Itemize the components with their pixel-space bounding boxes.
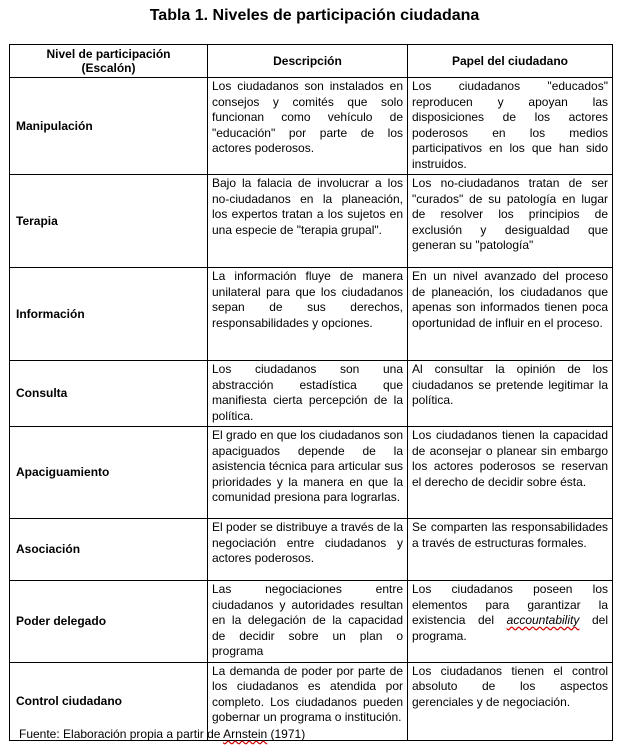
role-cell: Se comparten las responsabilidades a través de estructuras formales.: [408, 519, 613, 581]
table-row: [10, 268, 613, 361]
role-cell: En un nivel avanzado del proceso de planeación, los ciudadanos que apenas son informados tienen poca oportunidad de influir en el proceso.: [408, 268, 613, 361]
header-citizen-role: Papel del ciudadano: [408, 45, 613, 78]
table-row: [10, 78, 613, 175]
participation-table: [9, 44, 613, 741]
description-cell: El poder se distribuye a través de la negociación entre ciudadanos y actores poderosos.: [208, 519, 408, 581]
accountability-term: accountability: [506, 613, 580, 627]
table-row: [10, 519, 613, 581]
role-cell: [408, 581, 613, 663]
description-cell: El grado en que los ciudadanos son apaciguados depende de la asistencia técnica para articular sus prioridades y la manera en que la comunidad presiona para lograrlas.: [208, 427, 408, 519]
role-cell: Los ciudadanos tienen la capacidad de aconsejar o planear sin embargo los actores poderosos se reservan el derecho de decidir sobre ésta.: [408, 427, 613, 519]
level-cell: Control ciudadano: [10, 662, 208, 740]
role-text-before: Los ciudadanos poseen los elementos para garantizar la existencia del: [412, 582, 608, 627]
header-row: [10, 45, 613, 78]
level-cell: Apaciguamiento: [10, 427, 208, 519]
header-level-line2: (Escalón): [81, 61, 136, 75]
role-cell: Los ciudadanos tienen el control absoluto de los aspectos gerenciales y de negociación.: [408, 662, 613, 740]
source-year: (1971): [267, 727, 306, 741]
table-title: Tabla 1. Niveles de participación ciudadana: [149, 7, 480, 24]
level-cell: Información: [10, 268, 208, 361]
level-cell: Manipulación: [10, 78, 208, 175]
header-level: [10, 45, 208, 78]
role-cell: Los no-ciudadanos tratan de ser "curados" de su patología en lugar de resolver los principios de exclusión y desigualdad que generan su "patología": [408, 175, 613, 268]
description-cell: Bajo la falacia de involucrar a los no-ciudadanos en la planeación, los expertos tratan a los sujetos en una especie de "terapia grupal".: [208, 175, 408, 268]
level-cell: Asociación: [10, 519, 208, 581]
description-cell: La demanda de poder por parte de los ciudadanos es atendida por completo. Los ciudadanos pueden gobernar un programa o institución.: [208, 662, 408, 740]
table-row: [10, 581, 613, 663]
source-note: [19, 727, 305, 741]
header-description: Descripción: [208, 45, 408, 78]
description-cell: Las negociaciones entre ciudadanos y autoridades resultan en la delegación de la capacidad de decidir sobre un plan o programa: [208, 581, 408, 663]
table-row: [10, 175, 613, 268]
description-cell: Los ciudadanos son una abstracción estadística que manifiesta cierta percepción de la política.: [208, 361, 408, 427]
level-cell: Poder delegado: [10, 581, 208, 663]
description-cell: Los ciudadanos son instalados en consejos y comités que solo funcionan como vehículo de "educación" por parte de los actores poderosos.: [208, 78, 408, 175]
source-author: Arnstein: [223, 727, 268, 741]
role-cell: Los ciudadanos "educados" reproducen y apoyan las disposiciones de los actores poderosos en los medios participativos en los que han sido instruidos.: [408, 78, 613, 175]
level-cell: Terapia: [10, 175, 208, 268]
role-cell: Al consultar la opinión de los ciudadanos se pretende legitimar la política.: [408, 361, 613, 427]
role-text-after: del programa.: [412, 613, 608, 643]
source-prefix: Fuente: Elaboración propia a partir de: [19, 727, 224, 741]
table-row: [10, 427, 613, 519]
level-cell: Consulta: [10, 361, 208, 427]
description-cell: La información fluye de manera unilateral para que los ciudadanos sepan de sus derechos, responsabilidades y opciones.: [208, 268, 408, 361]
header-level-line1: Nivel de participación: [46, 47, 171, 61]
table-row: [10, 361, 613, 427]
